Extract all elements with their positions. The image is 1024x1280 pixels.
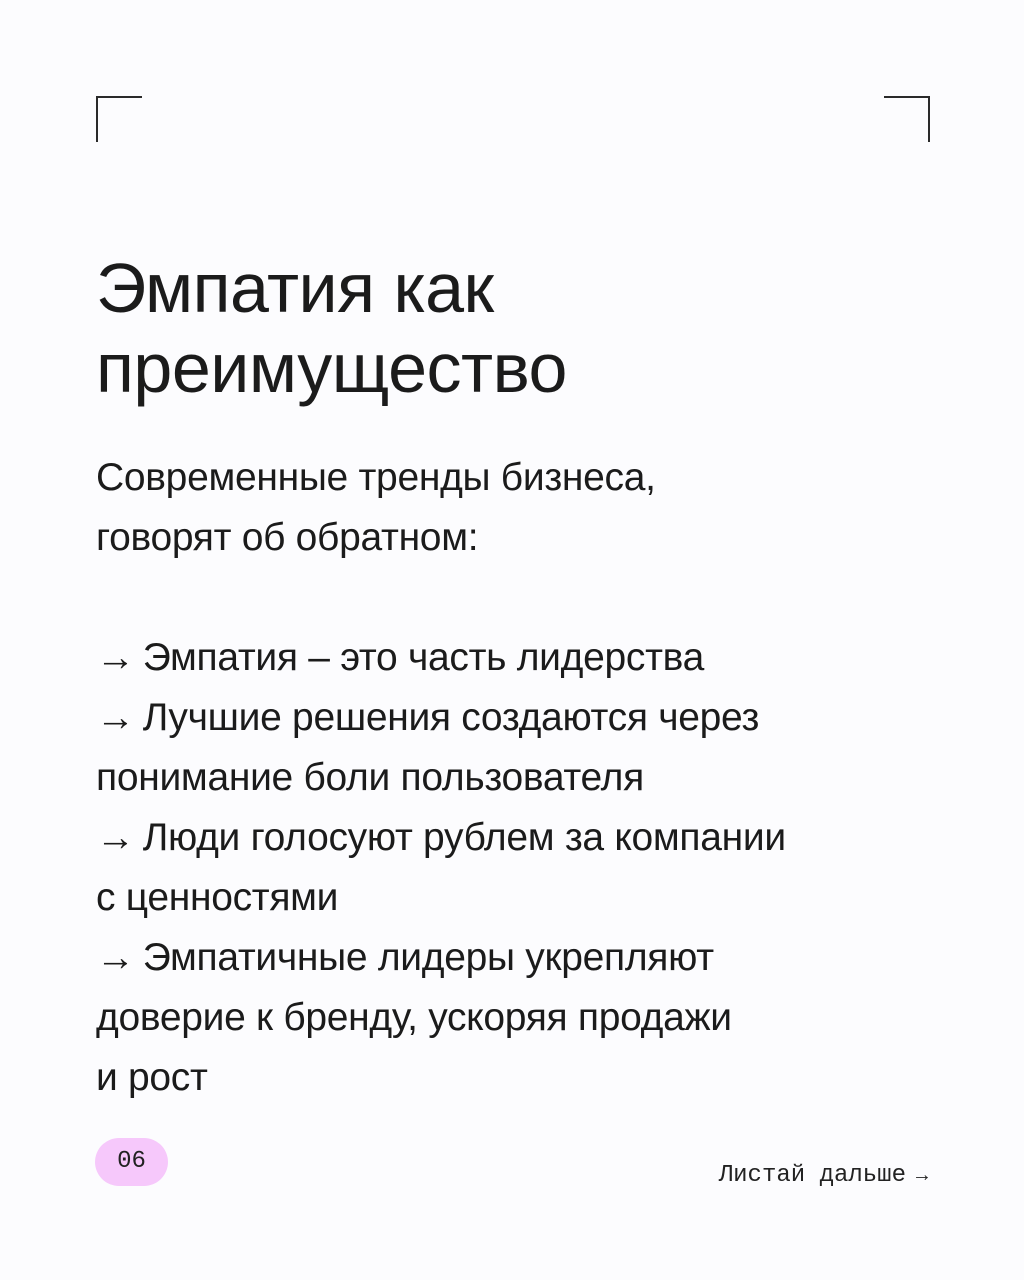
arrow-right-icon: → [915,1165,928,1188]
intro-line: Современные тренды бизнеса, [96,456,656,499]
slide-body [96,448,936,1108]
bullet-text: Эмпатичные лидеры укрепляют [142,936,714,979]
bullet-line: доверие к бренду, ускоряя продажи [96,996,732,1039]
frame-corner-top-left [96,96,142,142]
bullet-line: с ценностями [96,876,339,919]
page-number-badge: 06 [95,1138,168,1186]
frame-corner-top-right [884,96,930,142]
title-line: преимущество [96,329,567,407]
bullet-item [96,688,936,808]
bullet-text: Лучшие решения создаются через [142,696,760,739]
bullet-item [96,808,936,928]
bullet-item [96,628,936,688]
bullet-text: Эмпатия – это часть лидерства [142,636,705,679]
bullet-line [96,688,936,748]
next-slide-label: Листай дальше [718,1162,906,1189]
bullet-line [96,928,936,988]
arrow-right-icon: → [96,696,135,739]
arrow-right-icon: → [96,636,135,679]
spacer [96,568,936,628]
arrow-right-icon: → [96,816,135,859]
next-slide-link[interactable] [719,1158,928,1195]
bullet-line: понимание боли пользователя [96,756,644,799]
intro-line: говорят об обратном: [96,516,479,559]
bullet-line [96,808,936,868]
slide-title [96,248,936,408]
bullet-line: и рост [96,1056,208,1099]
bullet-text: Люди голосуют рублем за компании [142,816,786,859]
bullet-item [96,928,936,1108]
arrow-right-icon: → [96,936,135,979]
title-line: Эмпатия как [96,249,494,327]
bullet-line [96,628,936,688]
